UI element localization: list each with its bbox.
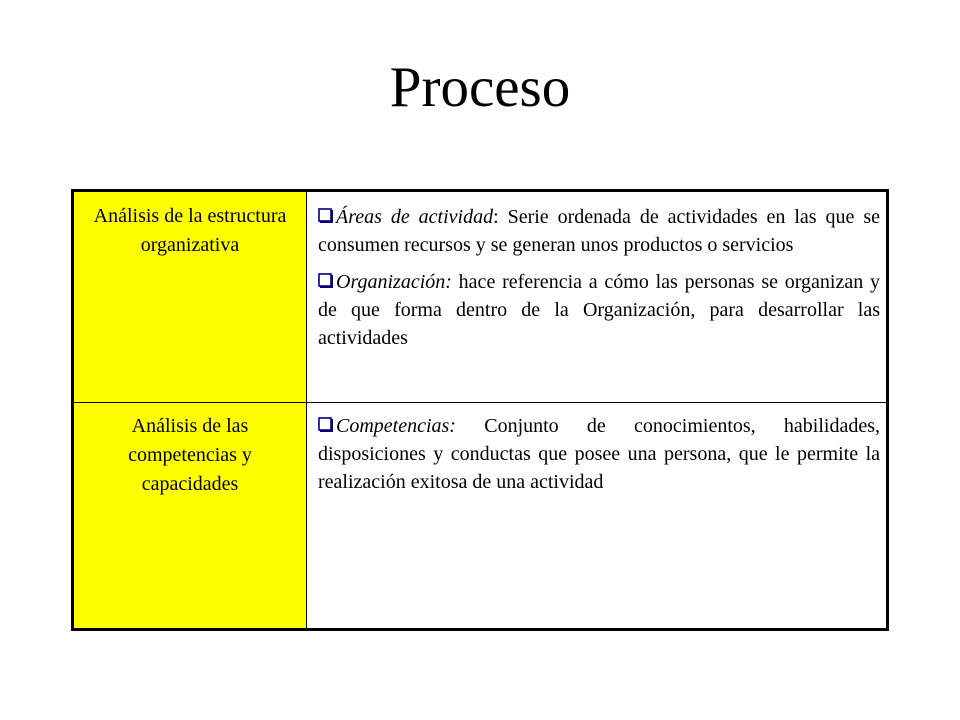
bullet-item-competencias bbox=[318, 412, 880, 496]
bullet-item-areas bbox=[318, 203, 880, 259]
row-1-content-cell bbox=[307, 192, 886, 403]
row-1-label: Análisis de la estructura organizativa bbox=[93, 205, 287, 256]
definition-competencias: Conjunto de conocimientos, habilidades, disposiciones y conductas que posee una persona, que le permite la realización exitosa de una actividad bbox=[318, 415, 880, 493]
content-grid bbox=[74, 192, 886, 628]
checkbox-bullet-icon bbox=[318, 417, 334, 433]
term-areas: Áreas de actividad bbox=[336, 206, 494, 228]
definition-areas: : Serie ordenada de actividades en las que se consumen recursos y se generan unos productos o servicios bbox=[318, 206, 880, 256]
row-2-label: Análisis de las competencias y capacidades bbox=[128, 415, 252, 495]
definition-organizacion: hace referencia a cómo las personas se organizan y de que forma dentro de la Organización, para desarrollar las actividades bbox=[318, 271, 880, 349]
row-2-label-cell bbox=[74, 403, 307, 628]
term-organizacion: Organización: bbox=[336, 271, 452, 293]
bullet-item-organizacion bbox=[318, 268, 880, 352]
slide-title: Proceso bbox=[389, 56, 571, 119]
row-2-content-cell bbox=[307, 403, 886, 628]
checkbox-bullet-icon bbox=[318, 208, 334, 224]
checkbox-bullet-icon bbox=[318, 273, 334, 289]
term-competencias: Competencias: bbox=[336, 415, 456, 437]
row-1-label-cell bbox=[74, 192, 307, 403]
content-table bbox=[71, 189, 889, 631]
